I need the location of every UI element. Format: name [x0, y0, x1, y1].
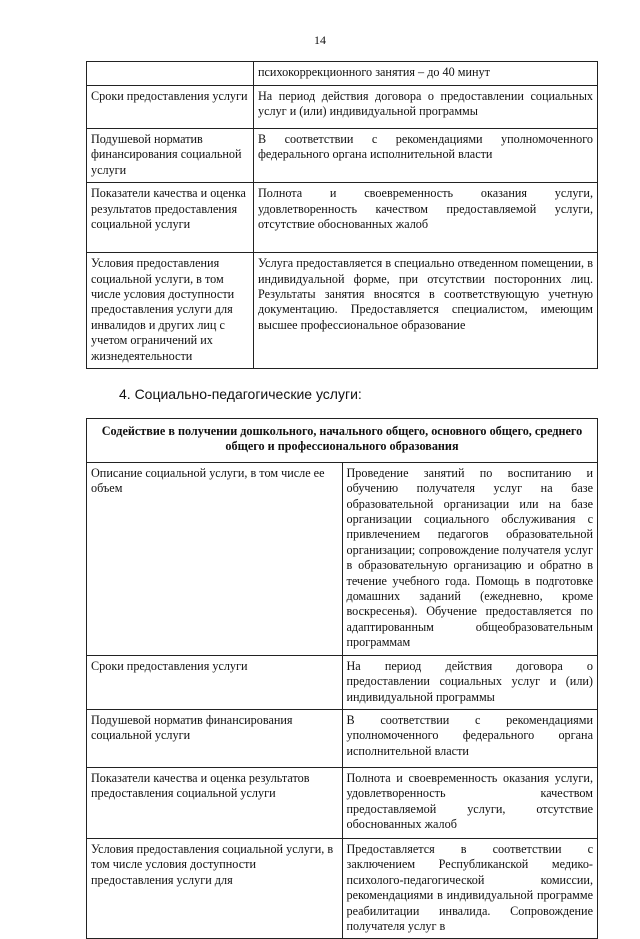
table-row [87, 838, 598, 938]
table-header: Содействие в получении дошкольного, начального общего, основного общего, среднего общего и профессионального образования [87, 419, 598, 463]
table-cell-label: Показатели качества и оценка результатов предоставления социальной услуги [87, 767, 343, 838]
table-cell-value: Проведение занятий по воспитанию и обучению получателя услуг на базе образовательной организации или на базе организации социального обслуживания с привлечением педагогов образовательной организации; сопровождение получателя услуг в образовательную организацию и обратно в течение учебного года. Помощь в подготовке домашних заданий (ежедневно, кроме воскресенья). Обучение предоставляется по адаптированным общеобразовательным программам [342, 462, 598, 655]
table-row [87, 253, 598, 369]
table-row [87, 767, 598, 838]
page-number: 14 [314, 33, 326, 47]
table-row [87, 709, 598, 767]
table-cell-value: На период действия договора о предоставлении социальных услуг и (или) индивидуальной программы [342, 655, 598, 709]
table-row [87, 462, 598, 655]
table-cell-value: В соответствии с рекомендациями уполномоченного федерального органа исполнительной власти [342, 709, 598, 767]
pedagogical-services-table [86, 418, 598, 939]
table-cell-value: На период действия договора о предоставлении социальных услуг и (или) индивидуальной программы [254, 86, 598, 129]
table-row [87, 129, 598, 183]
table-header-row [87, 419, 598, 463]
table-cell-label: Условия предоставления социальной услуги, в том числе условия доступности предоставления услуги для инвалидов и других лиц с учетом ограничений их жизнедеятельности [87, 253, 254, 369]
table-row [87, 86, 598, 129]
services-table-continued [86, 61, 598, 369]
table-row [87, 183, 598, 253]
table-cell-label: Описание социальной услуги, в том числе ее объем [87, 462, 343, 655]
table-cell-value: психокоррекционного занятия – до 40 минут [254, 62, 598, 86]
table-cell-label: Подушевой норматив финансирования социальной услуги [87, 709, 343, 767]
table-cell-label: Подушевой норматив финансирования социальной услуги [87, 129, 254, 183]
table-row [87, 62, 598, 86]
section-title: 4. Социально-педагогические услуги: [119, 386, 362, 402]
table-cell-value: Услуга предоставляется в специально отведенном помещении, в индивидуальной форме, при отсутствии посторонних лиц. Результаты занятия вносятся в соответствующую учетную документацию. Предоставляется специалистом, имеющим высшее профессиональное образование [254, 253, 598, 369]
table-cell-label [87, 62, 254, 86]
table-cell-label: Условия предоставления социальной услуги, в том числе условия доступности предоставления услуги для [87, 838, 343, 938]
table-cell-label: Сроки предоставления услуги [87, 655, 343, 709]
table-cell-label: Сроки предоставления услуги [87, 86, 254, 129]
table-cell-value: Полнота и своевременность оказания услуги, удовлетворенность качеством предоставляемой услуги, отсутствие обоснованных жалоб [342, 767, 598, 838]
table-cell-value: Предоставляется в соответствии с заключением Республиканской медико-психолого-педагогической комиссии, рекомендациями в индивидуальной программе реабилитации инвалида. Сопровождение получателя услуг в [342, 838, 598, 938]
table-cell-value: Полнота и своевременность оказания услуги, удовлетворенность качеством предоставляемой услуги, отсутствие обоснованных жалоб [254, 183, 598, 253]
table-cell-label: Показатели качества и оценка результатов предоставления социальной услуги [87, 183, 254, 253]
table-cell-value: В соответствии с рекомендациями уполномоченного федерального органа исполнительной власти [254, 129, 598, 183]
table-row [87, 655, 598, 709]
